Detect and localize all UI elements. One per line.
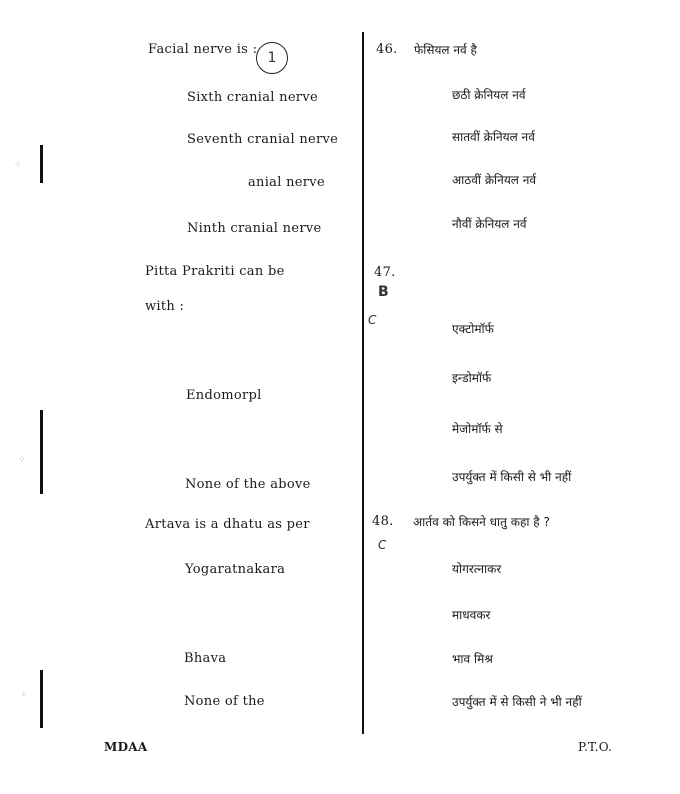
q47-option-2-hindi: इन्डोमॉर्फ (452, 371, 492, 385)
q48-handwritten-mark: C (378, 538, 387, 552)
q47-stem-line2: with : (145, 299, 185, 314)
q47-option-2: Endomorpl (186, 388, 262, 403)
q46-number: 46. (376, 42, 398, 57)
q46-stem-hindi: फेसियल नर्व है (414, 43, 477, 57)
q46-option-3-hindi: आठवीं क्रेनियल नर्व (452, 173, 537, 187)
q47-handwritten-mark-2: C (368, 313, 377, 327)
q46-option-1-hindi: छठी क्रेनियल नर्व (452, 88, 526, 102)
scan-speck: ⁘ (18, 455, 26, 465)
q47-stem-line1: Pitta Prakriti can be (145, 264, 285, 279)
q46-stem: Facial nerve is : (148, 42, 258, 57)
q47-option-4: None of the above (185, 477, 311, 492)
margin-mark-1 (40, 145, 43, 183)
q47-option-1-hindi: एक्टोमॉर्फ (452, 322, 494, 336)
q47-option-4-hindi: उपर्युक्त में किसी से भी नहीं (452, 470, 572, 484)
q48-number: 48. (372, 514, 394, 529)
margin-mark-3 (40, 670, 43, 728)
column-divider (362, 32, 364, 734)
q48-option-3-hindi: भाव मिश्र (452, 652, 493, 666)
q46-option-2-hindi: सातवीं क्रेनियल नर्व (452, 130, 535, 144)
footer-code: MDAA (104, 740, 148, 754)
q46-option-1: Sixth cranial nerve (187, 90, 318, 105)
q48-option-1: Yogaratnakara (185, 562, 286, 577)
q46-option-2: Seventh cranial nerve (187, 132, 339, 147)
q46-option-4-hindi: नौवीं क्रेनियल नर्व (452, 217, 527, 231)
q48-option-3: Bhava (184, 651, 227, 666)
q48-option-4: None of the (184, 694, 265, 709)
q47-option-3-hindi: मेजोमॉर्फ से (452, 422, 503, 436)
q47-handwritten-mark: B (378, 284, 389, 300)
scan-speck: ⁘ (14, 160, 22, 170)
q48-option-4-hindi: उपर्युक्त में से किसी ने भी नहीं (452, 695, 582, 709)
scan-speck: ⁘ (20, 690, 28, 700)
q48-option-2-hindi: माधवकर (452, 608, 491, 622)
circled-answer-annotation (256, 42, 288, 74)
q46-option-4: Ninth cranial nerve (187, 221, 322, 236)
q48-stem-hindi: आर्तव को किसने धातु कहा है ? (413, 515, 550, 529)
q48-stem: Artava is a dhatu as per (145, 517, 310, 532)
margin-mark-2 (40, 410, 43, 494)
footer-pto: P.T.O. (578, 740, 613, 754)
q47-number: 47. (374, 265, 396, 280)
circled-answer-text: 1 (267, 50, 277, 66)
q46-option-3: anial nerve (248, 175, 325, 190)
q48-option-1-hindi: योगरत्नाकर (452, 562, 502, 576)
